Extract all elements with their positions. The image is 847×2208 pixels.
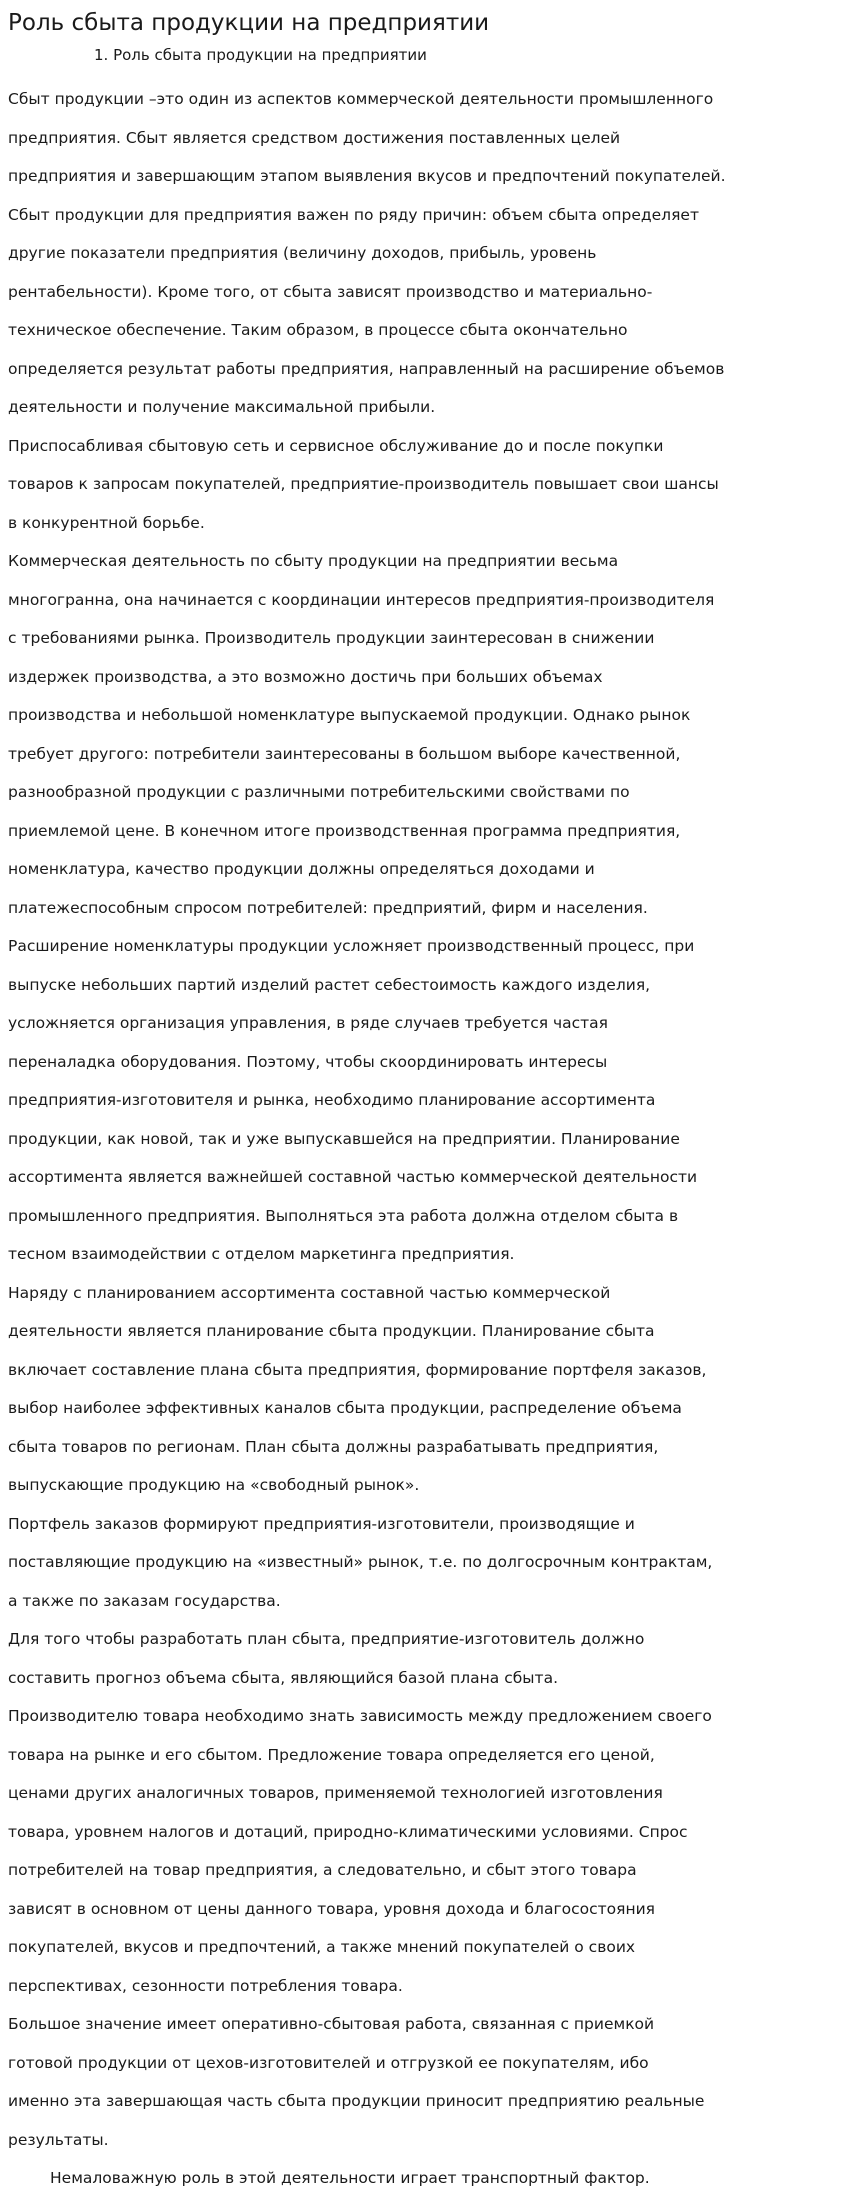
text-line: тесном взаимодействии с отделом маркетинга предприятия. <box>8 1245 515 1263</box>
text-line: товара на рынке и его сбытом. Предложение товара определяется его ценой, <box>8 1745 655 1764</box>
text-line: требует другого: потребители заинтересованы в большом выборе качественной, <box>8 744 681 763</box>
table-of-contents <box>8 42 847 68</box>
text-line: ценами других аналогичных товаров, применяемой технологией изготовления <box>8 1784 663 1802</box>
text-line: деятельности и получение максимальной прибыли. <box>8 398 436 416</box>
text-line: предприятия-изготовителя и рынка, необходимо планирование ассортимента <box>8 1091 656 1109</box>
text-line: выпускающие продукцию на «свободный рынок». <box>8 1476 420 1494</box>
text-line: потребителей на товар предприятия, а следовательно, и сбыт этого товара <box>8 1861 637 1879</box>
text-line: результаты. <box>8 2130 109 2149</box>
text-line: деятельности является планирование сбыта продукции. Планирование сбыта <box>8 1322 655 1340</box>
text-line: а также по заказам государства. <box>8 1591 281 1610</box>
toc-item[interactable]: 1. Роль сбыта продукции на предприятии <box>94 46 427 64</box>
text-line: производства и небольшой номенклатуре выпускаемой продукции. Однако рынок <box>8 706 691 724</box>
document-title: Роль сбыта продукции на предприятии <box>8 10 490 36</box>
text-line: перспективах, сезонности потребления товара. <box>8 1976 403 1995</box>
text-line: Для того чтобы разработать план сбыта, предприятие-изготовитель должно <box>8 1630 645 1648</box>
text-line: Портфель заказов формируют предприятия-изготовители, производящие и <box>8 1514 635 1533</box>
text-line: Коммерческая деятельность по сбыту продукции на предприятии весьма <box>8 552 619 570</box>
text-line: переналадка оборудования. Поэтому, чтобы скоординировать интересы <box>8 1052 608 1071</box>
text-line: разнообразной продукции с различными потребительскими свойствами по <box>8 783 630 801</box>
text-line: техническое обеспечение. Таким образом, в процессе сбыта окончательно <box>8 321 628 339</box>
text-line: Производителю товара необходимо знать зависимость между предложением своего <box>8 1707 712 1725</box>
text-line: Приспосабливая сбытовую сеть и сервисное обслуживание до и после покупки <box>8 436 664 455</box>
text-line: товара, уровнем налогов и дотаций, природно-климатическими условиями. Спрос <box>8 1822 688 1841</box>
text-line: готовой продукции от цехов-изготовителей и отгрузкой ее покупателям, ибо <box>8 2053 649 2072</box>
text-line: определяется результат работы предприятия, направленный на расширение объемов <box>8 359 725 378</box>
text-line: Сбыт продукции для предприятия важен по ряду причин: объем сбыта определяет <box>8 205 699 224</box>
text-line: рентабельности). Кроме того, от сбыта зависят производство и материально- <box>8 282 653 301</box>
text-line: включает составление плана сбыта предприятия, формирование портфеля заказов, <box>8 1360 707 1379</box>
document-body <box>8 80 808 2159</box>
text-line: другие показатели предприятия (величину доходов, прибыль, уровень <box>8 244 597 262</box>
text-line: Сбыт продукции –это один из аспектов коммерческой деятельности промышленного <box>8 90 714 108</box>
text-line: с требованиями рынка. Производитель продукции заинтересован в снижении <box>8 629 655 647</box>
text-line: продукции, как новой, так и уже выпускавшейся на предприятии. Планирование <box>8 1129 680 1148</box>
text-line: составить прогноз объема сбыта, являющийся базой плана сбыта. <box>8 1668 559 1687</box>
text-line: выбор наиболее эффективных каналов сбыта продукции, распределение объема <box>8 1399 682 1417</box>
text-line: Большое значение имеет оперативно-сбытовая работа, связанная с приемкой <box>8 2015 655 2033</box>
text-line: поставляющие продукцию на «известный» рынок, т.е. по долгосрочным контрактам, <box>8 1553 713 1571</box>
text-line: выпуске небольших партий изделий растет себестоимость каждого изделия, <box>8 975 651 994</box>
closing-paragraph: Немаловажную роль в этой деятельности играет транспортный фактор. <box>50 2169 650 2187</box>
text-line: многогранна, она начинается с координации интересов предприятия-производителя <box>8 590 715 609</box>
text-line: Расширение номенклатуры продукции усложняет производственный процесс, при <box>8 937 695 955</box>
text-line: платежеспособным спросом потребителей: предприятий, фирм и населения. <box>8 898 648 917</box>
text-line: усложняется организация управления, в ряде случаев требуется частая <box>8 1014 609 1032</box>
text-line: товаров к запросам покупателей, предприятие-производитель повышает свои шансы <box>8 475 719 493</box>
text-line: Наряду с планированием ассортимента составной частью коммерческой <box>8 1283 611 1302</box>
text-line: номенклатура, качество продукции должны определяться доходами и <box>8 860 595 878</box>
text-line: именно эта завершающая часть сбыта продукции приносит предприятию реальные <box>8 2092 705 2110</box>
text-line: предприятия. Сбыт является средством достижения поставленных целей <box>8 128 621 147</box>
text-line: промышленного предприятия. Выполняться эта работа должна отделом сбыта в <box>8 1206 679 1225</box>
text-line: приемлемой цене. В конечном итоге производственная программа предприятия, <box>8 821 681 840</box>
text-line: ассортимента является важнейшей составной частью коммерческой деятельности <box>8 1168 698 1186</box>
text-line: издержек производства, а это возможно достичь при больших объемах <box>8 667 603 686</box>
text-line: в конкурентной борьбе. <box>8 513 205 532</box>
text-line: предприятия и завершающим этапом выявления вкусов и предпочтений покупателей. <box>8 167 726 185</box>
text-line: сбыта товаров по регионам. План сбыта должны разрабатывать предприятия, <box>8 1437 659 1456</box>
text-line: покупателей, вкусов и предпочтений, а также мнений покупателей о своих <box>8 1938 636 1956</box>
text-line: зависят в основном от цены данного товара, уровня дохода и благосостояния <box>8 1899 655 1918</box>
